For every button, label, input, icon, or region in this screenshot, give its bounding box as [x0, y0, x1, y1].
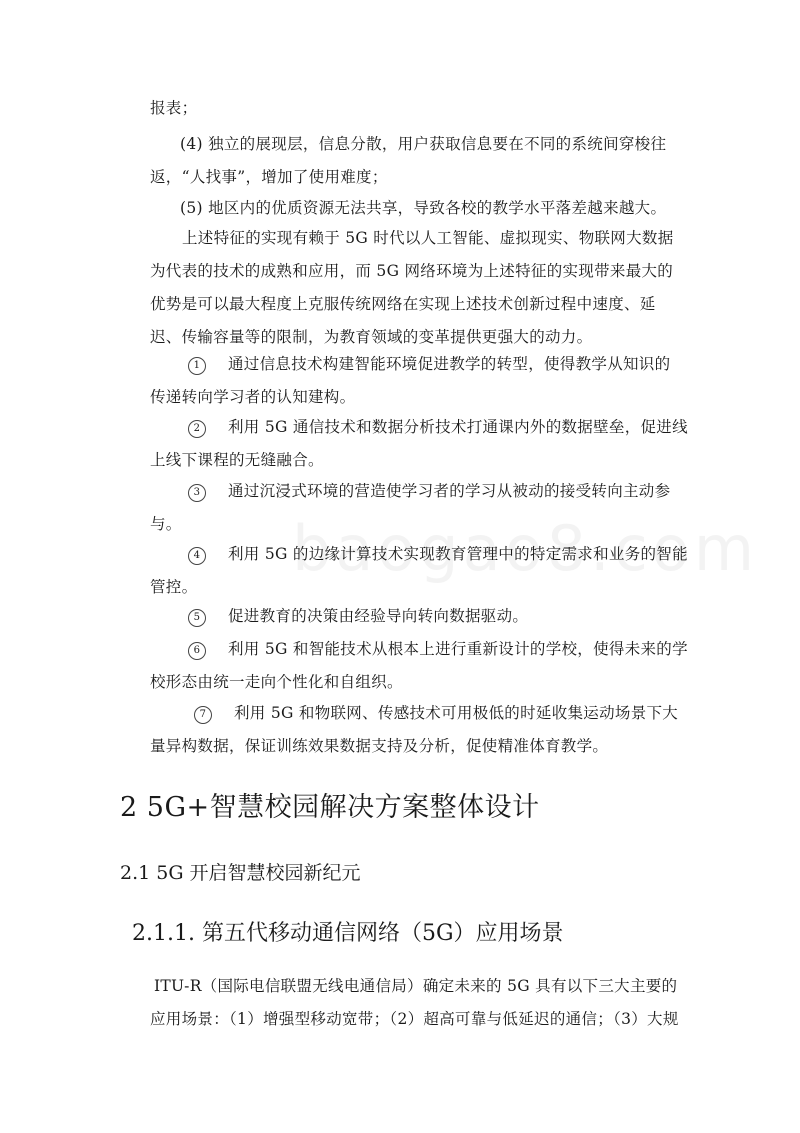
paragraph-item-5 [180, 192, 700, 225]
text-line: 与。 [150, 515, 182, 533]
list-item-text: 通过信息技术构建智能环境促进教学的转型，使得教学从知识的 [228, 355, 671, 373]
paragraph-report [150, 92, 690, 125]
circled-number: 4 [188, 547, 206, 565]
list-item [150, 348, 690, 414]
heading-level-2: 2.1 5G 开启智慧校园新纪元 [120, 862, 361, 884]
circled-number: 1 [188, 357, 206, 375]
text-line: 传递转向学习者的认知建构。 [150, 388, 356, 406]
text-line: 量异构数据，保证训练效果数据支持及分析，促使精准体育教学。 [150, 737, 609, 755]
paragraph-summary [150, 222, 690, 354]
text-line: 应用场景：（1）增强型移动宽带；（2）超高可靠与低延迟的通信；（3）大规 [150, 1010, 679, 1028]
circled-number: 3 [188, 484, 206, 502]
text-line: 管控。 [150, 578, 198, 596]
heading-level-3: 2.1.1. 第五代移动通信网络（5G）应用场景 [132, 921, 564, 946]
text-line: 为代表的技术的成熟和应用，而 5G 网络环境为上述特征的实现带来最大的 [150, 262, 674, 280]
text-line: ITU-R（国际电信联盟无线电通信局）确定未来的 5G 具有以下三大主要的 [154, 977, 678, 995]
text-line: 迟、传输容量等的限制，为教育领域的变革提供更强大的动力。 [150, 328, 593, 346]
text-line: 上线下课程的无缝融合。 [150, 451, 324, 469]
heading-level-1: 2 5G+智慧校园解决方案整体设计 [120, 792, 540, 823]
list-item-text: 通过沉浸式环境的营造使学习者的学习从被动的接受转向主动参 [228, 482, 671, 500]
list-item-text: 利用 5G 的边缘计算技术实现教育管理中的特定需求和业务的智能 [228, 545, 688, 563]
text-line: (4) 独立的展现层，信息分散，用户获取信息要在不同的系统间穿梭往 [180, 135, 667, 153]
list-item [150, 697, 690, 763]
text-line: 报表； [150, 99, 198, 117]
list-item [150, 538, 690, 604]
list-item-text: 利用 5G 通信技术和数据分析技术打通课内外的数据壁垒，促进线 [228, 418, 688, 436]
list-item-text: 利用 5G 和智能技术从根本上进行重新设计的学校，使得未来的学 [228, 640, 688, 658]
circled-number: 7 [194, 706, 212, 724]
text-line: 优势是可以最大程度上克服传统网络在实现上述技术创新过程中速度、延 [150, 295, 656, 313]
circled-number: 5 [188, 609, 206, 627]
list-item-text: 促进教育的决策由经验导向转向数据驱动。 [228, 607, 529, 625]
text-line: 返，“人找事”，增加了使用难度； [150, 168, 388, 186]
text-line: 校形态由统一走向个性化和自组织。 [150, 673, 403, 691]
list-item [150, 475, 690, 541]
circled-number: 6 [188, 642, 206, 660]
text-line: (5) 地区内的优质资源无法共享，导致各校的教学水平落差越来越大。 [180, 199, 667, 217]
list-item [150, 411, 690, 477]
list-item [150, 633, 690, 699]
list-item-text: 利用 5G 和物联网、传感技术可用极低的时延收集运动场景下大 [234, 704, 679, 722]
paragraph-item-4 [150, 128, 700, 194]
list-item [150, 600, 690, 633]
text-line: 上述特征的实现有赖于 5G 时代以人工智能、虚拟现实、物联网大数据 [182, 229, 674, 247]
paragraph-itu [150, 970, 690, 1036]
circled-number: 2 [188, 420, 206, 438]
